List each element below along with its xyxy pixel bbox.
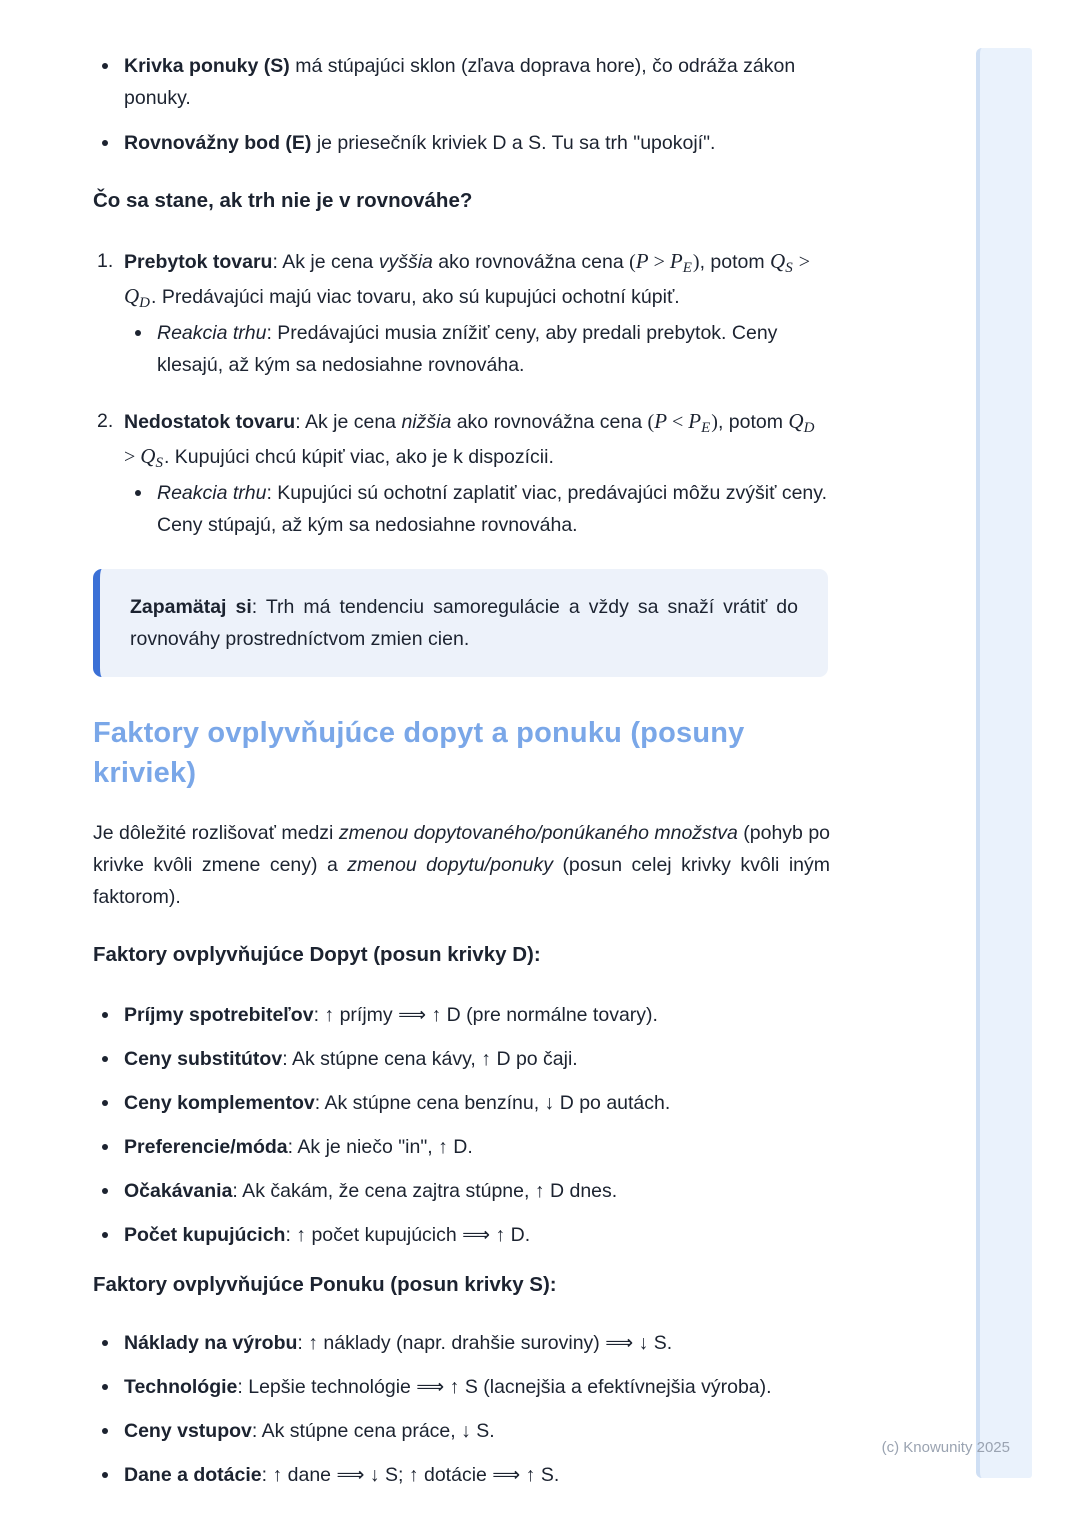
text-segment: > <box>648 251 670 273</box>
demand-factors-heading: Faktory ovplyvňujúce Dopyt (posun krivky D): <box>93 943 541 966</box>
text-segment: : Predávajúci musia znížiť ceny, aby predali prebytok. Ceny klesajú, až kým sa nedosiahne rovnováha. <box>157 322 778 376</box>
item-text <box>124 1464 559 1486</box>
supply-factors-heading: Faktory ovplyvňujúce Ponuku (posun krivky S): <box>93 1273 557 1296</box>
text-segment: Dane a dotácie <box>124 1464 262 1486</box>
text-segment: Ceny vstupov <box>124 1420 252 1442</box>
demand-factor-item <box>93 1219 830 1251</box>
text-segment: : Kupujúci sú ochotní zaplatiť viac, predávajúci môžu zvýšiť ceny. Ceny stúpajú, až kým sa nedosiahne rovnováha. <box>157 482 827 536</box>
sub-bullet <box>124 477 830 541</box>
next-page-edge <box>976 48 1032 1478</box>
text-segment: zmenou dopytu/ponuky <box>347 854 553 876</box>
text-segment: : ↑ počet kupujúcich ⟹ ↑ D. <box>285 1224 531 1246</box>
text-segment: Technológie <box>124 1376 238 1398</box>
numbered-item <box>93 405 830 541</box>
item-text <box>124 1376 772 1398</box>
text-segment: P <box>688 409 702 433</box>
watermark: (c) Knowunity 2025 <box>881 1439 1010 1456</box>
item-text <box>124 1048 578 1070</box>
text-segment: ako rovnovážna cena <box>451 411 648 433</box>
text-segment: : Ak stúpne cena kávy, ↑ D po čaji. <box>282 1048 578 1070</box>
text-segment: Reakcia trhu <box>157 482 267 504</box>
intro-paragraph <box>93 817 830 913</box>
bullet-item <box>93 127 830 159</box>
item-text <box>124 1180 617 1202</box>
text-segment: Prebytok tovaru <box>124 251 273 273</box>
text-segment: Je dôležité rozlišovať medzi <box>93 822 339 844</box>
text-segment: : Ak čakám, že cena zajtra stúpne, ↑ D dnes. <box>232 1180 618 1202</box>
text-segment: Očakávania <box>124 1180 233 1202</box>
item-text <box>124 55 795 109</box>
text-segment: : Ak je niečo "in", ↑ D. <box>287 1136 473 1158</box>
text-segment: : Ak je cena <box>272 251 379 273</box>
disequilibrium-list <box>93 245 830 541</box>
item-text <box>124 1332 672 1354</box>
page-content <box>93 50 830 1503</box>
demand-factor-item <box>93 999 830 1031</box>
sub-bullet <box>124 317 830 381</box>
text-segment: Nedostatok tovaru <box>124 411 296 433</box>
text-segment: ako rovnovážna cena <box>432 251 630 273</box>
supply-factor-item <box>93 1459 830 1491</box>
text-segment: Príjmy spotrebiteľov <box>124 1004 314 1026</box>
text-segment: Počet kupujúcich <box>124 1224 286 1246</box>
callout-text <box>130 591 798 655</box>
text-segment: . Kupujúci chcú kúpiť viac, ako je k dispozícii. <box>163 446 554 468</box>
text-segment: ) <box>692 251 700 273</box>
text-segment: má stúpajúci sklon (zľava doprava hore), čo odráža zákon ponuky. <box>124 55 796 109</box>
text-segment: Q <box>124 284 140 308</box>
text-segment: P <box>669 249 683 273</box>
text-segment: (posun celej krivky kvôli iným faktorom). <box>93 854 831 908</box>
text-segment: Q <box>788 409 804 433</box>
text-segment: E <box>682 260 692 276</box>
text-segment: S <box>785 260 793 276</box>
demand-factor-item <box>93 1043 830 1075</box>
supply-factor-item <box>93 1415 830 1447</box>
item-text <box>124 132 715 154</box>
main-heading: Faktory ovplyvňujúce dopyt a ponuku (posuny kriviek) <box>93 717 745 789</box>
text-segment: je priesečník kriviek D a S. Tu sa trh "upokojí". <box>311 132 716 154</box>
text-segment: ( <box>647 411 655 433</box>
item-text <box>124 1092 670 1114</box>
text-segment: E <box>701 420 711 436</box>
text-segment: . Predávajúci majú viac tovaru, ako sú kupujúci ochotní kúpiť. <box>151 286 680 308</box>
text-segment: D <box>803 420 815 436</box>
text-segment: : Ak stúpne cena benzínu, ↓ D po autách. <box>314 1092 671 1114</box>
text-segment: , potom <box>699 251 771 273</box>
text-segment: (pohyb po krivke kvôli zmene ceny) a <box>93 822 831 876</box>
text-segment: Ceny komplementov <box>124 1092 315 1114</box>
supply-factor-list <box>93 1327 830 1491</box>
intro-bullet-list <box>93 50 830 159</box>
item-text <box>124 1224 530 1246</box>
item-text <box>124 1420 495 1442</box>
text-segment: P <box>635 249 649 273</box>
demand-factor-item <box>93 1131 830 1163</box>
text-segment: Náklady na výrobu <box>124 1332 298 1354</box>
text-segment: , potom <box>717 411 789 433</box>
text-segment: : ↑ náklady (napr. drahšie suroviny) ⟹ ↓ S. <box>297 1332 673 1354</box>
text-segment: Rovnovážny bod (E) <box>124 132 312 154</box>
item-text <box>124 249 810 311</box>
text-segment: P <box>654 409 668 433</box>
item-text <box>124 1136 473 1158</box>
text-segment: : Ak je cena <box>295 411 402 433</box>
text-segment: : Lepšie technológie ⟹ ↑ S (lacnejšia a efektívnejšia výroba). <box>237 1376 772 1398</box>
text-segment: vyššia <box>378 251 433 273</box>
text-segment: Ceny substitútov <box>124 1048 283 1070</box>
text-segment: nižšia <box>401 411 452 433</box>
text-segment: D <box>139 295 151 311</box>
disequilibrium-heading: Čo sa stane, ak trh nie je v rovnováhe? <box>93 189 473 212</box>
text-segment: S <box>155 455 163 471</box>
text-segment: Q <box>140 444 156 468</box>
item-text <box>124 409 815 471</box>
note-callout <box>93 569 828 677</box>
text-segment: Reakcia trhu <box>157 322 267 344</box>
text-segment: > <box>124 446 141 468</box>
text-segment: : ↑ dane ⟹ ↓ S; ↑ dotácie ⟹ ↑ S. <box>261 1464 560 1486</box>
text-segment: ( <box>629 251 636 273</box>
text-segment: Zapamätaj si <box>130 596 252 618</box>
text-segment: < <box>667 411 689 433</box>
text-segment: Preferencie/móda <box>124 1136 288 1158</box>
demand-factor-list <box>93 999 830 1251</box>
item-number: 1. <box>97 250 114 272</box>
text-segment: : Trh má tendenciu samoregulácie a vždy sa snaží vrátiť do rovnováhy prostredníctvom zmien cien. <box>130 596 799 650</box>
text-segment: Krivka ponuky (S) <box>124 55 290 77</box>
item-text <box>124 1004 658 1026</box>
text-segment: zmenou dopytovaného/ponúkaného množstva <box>338 822 738 844</box>
text-segment: Q <box>770 249 786 273</box>
supply-factor-item <box>93 1327 830 1359</box>
text-segment: : Ak stúpne cena práce, ↓ S. <box>251 1420 495 1442</box>
text-segment: > <box>793 251 810 273</box>
demand-factor-item <box>93 1087 830 1119</box>
text-segment: ) <box>711 411 718 433</box>
supply-factor-item <box>93 1371 830 1403</box>
text-segment: : ↑ príjmy ⟹ ↑ D (pre normálne tovary). <box>313 1004 658 1026</box>
item-number: 2. <box>97 410 114 432</box>
bullet-item <box>93 50 830 114</box>
demand-factor-item <box>93 1175 830 1207</box>
numbered-item <box>93 245 830 381</box>
